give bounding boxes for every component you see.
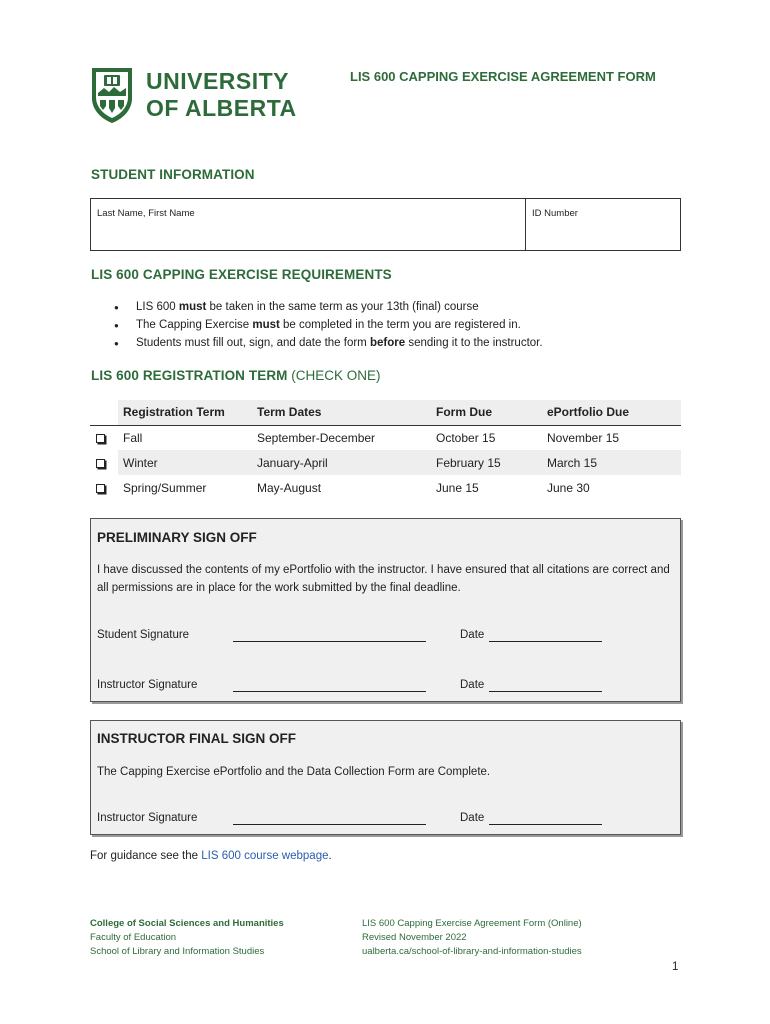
student-signature-line[interactable]	[233, 641, 426, 642]
footer-faculty: Faculty of Education	[90, 932, 177, 943]
course-webpage-link[interactable]: LIS 600 course webpage	[201, 850, 329, 862]
final-title: INSTRUCTOR FINAL SIGN OFF	[97, 731, 296, 746]
page-number: 1	[672, 961, 679, 973]
requirement-item: ● The Capping Exercise must be completed in the term you are registered in.	[114, 316, 674, 334]
final-signoff-box	[90, 720, 681, 835]
preliminary-title: PRELIMINARY SIGN OFF	[97, 530, 257, 545]
checkbox-spring-summer[interactable]	[96, 484, 105, 493]
footer-right	[362, 917, 582, 959]
requirement-item: ● Students must fill out, sign, and date the form before sending it to the instructor.	[114, 334, 674, 352]
requirements-list	[114, 298, 674, 352]
registration-table	[90, 400, 681, 500]
final-instructor-signature-line[interactable]	[233, 824, 426, 825]
student-info-heading: STUDENT INFORMATION	[91, 167, 255, 182]
student-signature-label: Student Signature	[97, 629, 190, 641]
column-header: Term Dates	[252, 400, 431, 425]
final-date-label: Date	[460, 812, 485, 824]
table-header-row	[90, 400, 681, 425]
footer-college: College of Social Sciences and Humanities	[90, 918, 284, 929]
table-row-spring-summer: Spring/Summer May-August June 15 June 30	[90, 475, 681, 500]
id-number-field[interactable]	[525, 198, 681, 251]
final-instructor-signature-label: Instructor Signature	[97, 812, 198, 824]
footer-revised: Revised November 2022	[362, 932, 467, 943]
logo-line2: OF ALBERTA	[146, 95, 297, 121]
name-field-label: Last Name, First Name	[97, 208, 195, 219]
crest-icon	[90, 66, 134, 124]
requirement-item: ● LIS 600 must be taken in the same term as your 13th (final) course	[114, 298, 674, 316]
preliminary-signoff-box	[90, 518, 681, 702]
footer-left	[90, 917, 284, 959]
instructor-date-line[interactable]	[489, 691, 602, 692]
table-row-fall: Fall September-December October 15 November 15	[90, 425, 681, 450]
footer-school: School of Library and Information Studies	[90, 946, 265, 957]
checkbox-fall[interactable]	[96, 434, 105, 443]
university-logo	[90, 66, 300, 126]
registration-heading-note: (CHECK ONE)	[291, 368, 381, 383]
checkbox-winter[interactable]	[96, 459, 105, 468]
student-date-line[interactable]	[489, 641, 602, 642]
final-text: The Capping Exercise ePortfolio and the Data Collection Form are Complete.	[97, 766, 491, 778]
column-header: Form Due	[431, 400, 542, 425]
id-number-label: ID Number	[532, 208, 578, 219]
instructor-signature-line[interactable]	[233, 691, 426, 692]
column-header: Registration Term	[118, 400, 252, 425]
preliminary-text: I have discussed the contents of my ePortfolio with the instructor. I have ensured that all citations are correct and all permissions are in place for the work submitted by the final deadline.	[97, 564, 670, 594]
instructor-date-label: Date	[460, 679, 485, 691]
student-date-label: Date	[460, 629, 485, 641]
registration-heading: LIS 600 REGISTRATION TERM (CHECK ONE)	[91, 368, 381, 383]
name-field[interactable]	[90, 198, 526, 251]
final-date-line[interactable]	[489, 824, 602, 825]
footer-form-name: LIS 600 Capping Exercise Agreement Form (Online)	[362, 918, 582, 929]
requirements-heading: LIS 600 CAPPING EXERCISE REQUIREMENTS	[91, 267, 392, 282]
column-header: ePortfolio Due	[542, 400, 681, 425]
table-row-winter: Winter January-April February 15 March 15	[90, 450, 681, 475]
form-title: LIS 600 CAPPING EXERCISE AGREEMENT FORM	[350, 69, 656, 84]
guidance-text: For guidance see the LIS 600 course webpage.	[90, 850, 332, 862]
instructor-signature-label: Instructor Signature	[97, 679, 198, 691]
logo-line1: UNIVERSITY	[146, 68, 290, 94]
footer-url: ualberta.ca/school-of-library-and-information-studies	[362, 946, 582, 957]
